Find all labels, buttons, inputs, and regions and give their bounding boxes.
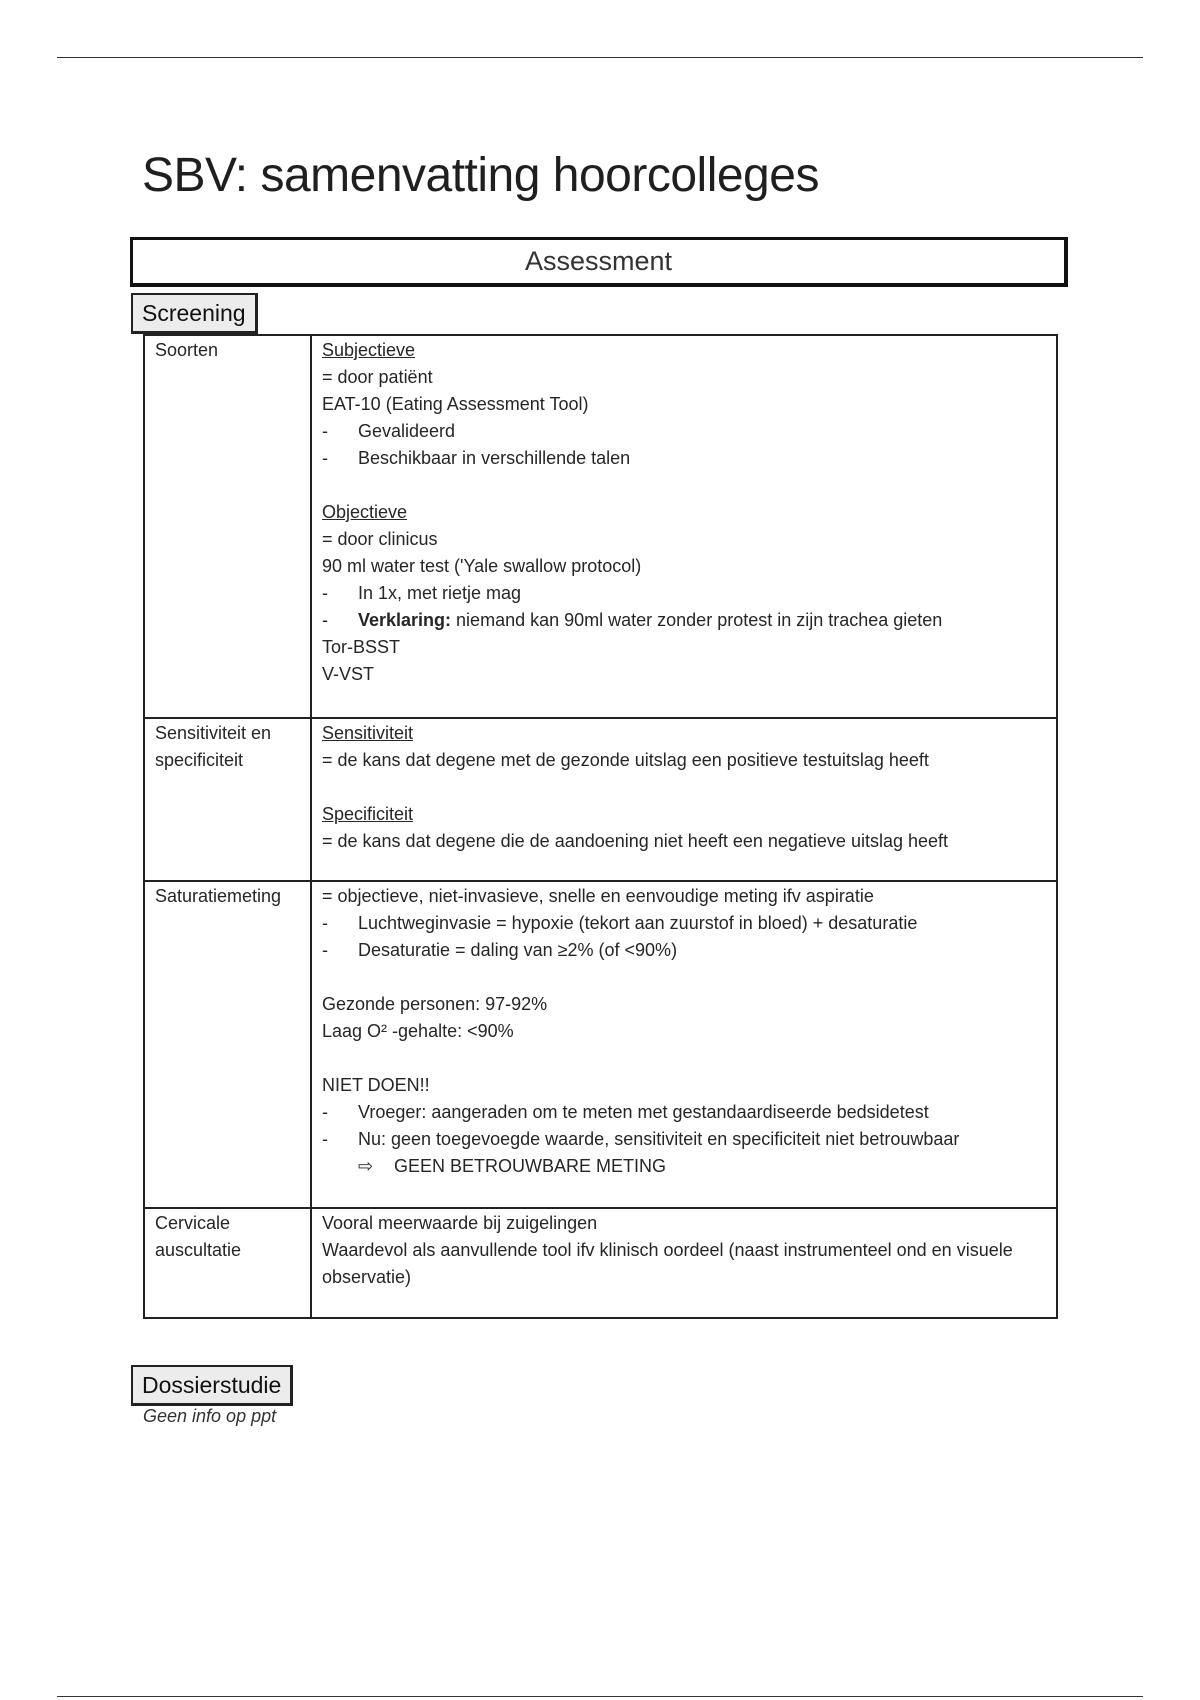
row-label-saturatie: Saturatiemeting bbox=[144, 881, 311, 1208]
table-row-saturatie bbox=[144, 881, 1057, 1208]
subjectieve-definition: = door patiënt bbox=[322, 367, 433, 387]
dossierstudie-label: Dossierstudie bbox=[131, 1365, 293, 1406]
page-title: SBV: samenvatting hoorcolleges bbox=[142, 149, 819, 202]
low-o2: Laag O² -gehalte: <90% bbox=[322, 1021, 514, 1041]
section-header-text: Assessment bbox=[524, 246, 673, 276]
bottom-rule bbox=[57, 1696, 1143, 1697]
v-vst: V-VST bbox=[322, 664, 375, 684]
cervicale-line1: Vooral meerwaarde bij zuigelingen bbox=[322, 1213, 598, 1233]
objectieve-definition: = door clinicus bbox=[322, 529, 438, 549]
row-label-sensitiviteit bbox=[144, 718, 311, 881]
specificiteit-definition: = de kans dat degene die de aandoening niet heeft een negatieve uitslag heeft bbox=[322, 831, 949, 851]
row-content-soorten bbox=[311, 335, 1057, 718]
verklaring-label: Verklaring: bbox=[358, 610, 452, 630]
list-item: - Desaturatie = daling van ≥2% (of <90%) bbox=[322, 937, 1046, 964]
saturatie-definition: = objectieve, niet-invasieve, snelle en eenvoudige meting ifv aspiratie bbox=[322, 886, 874, 906]
dossierstudie-note: Geen info op ppt bbox=[143, 1406, 277, 1426]
objectieve-heading: Objectieve bbox=[322, 502, 408, 522]
top-rule bbox=[57, 57, 1143, 58]
row-label-soorten: Soorten bbox=[144, 335, 311, 718]
row-content-cervicale bbox=[311, 1208, 1057, 1318]
row-label-line: Sensitiviteit en bbox=[155, 723, 272, 743]
list-item: - Beschikbaar in verschillende talen bbox=[322, 445, 1046, 472]
conclusion-text: GEEN BETROUWBARE METING bbox=[394, 1156, 667, 1176]
subjectieve-tool: EAT-10 (Eating Assessment Tool) bbox=[322, 394, 589, 414]
tor-bsst: Tor-BSST bbox=[322, 637, 401, 657]
specificiteit-heading: Specificiteit bbox=[322, 804, 414, 824]
cervicale-line2: Waardevol als aanvullende tool ifv klinisch oordeel (naast instrumenteel ond en visuele observatie) bbox=[322, 1240, 1013, 1287]
list-item: - Nu: geen toegevoegde waarde, sensitiviteit en specificiteit niet betrouwbaar bbox=[322, 1126, 1046, 1153]
list-item-verklaring bbox=[322, 607, 1046, 634]
subjectieve-heading: Subjectieve bbox=[322, 340, 416, 360]
row-label-cervicale bbox=[144, 1208, 311, 1318]
conclusion-line bbox=[322, 1153, 1046, 1180]
row-label-line: Cervicale bbox=[155, 1213, 231, 1233]
verklaring-text: niemand kan 90ml water zonder protest in zijn trachea gieten bbox=[451, 610, 943, 630]
list-item: - Vroeger: aangeraden om te meten met gestandaardiseerde bedsidetest bbox=[322, 1099, 1046, 1126]
table-row-cervicale bbox=[144, 1208, 1057, 1318]
list-item: - Luchtweginvasie = hypoxie (tekort aan zuurstof in bloed) + desaturatie bbox=[322, 910, 1046, 937]
table-row-soorten bbox=[144, 335, 1057, 718]
sensitiviteit-definition: = de kans dat degene met de gezonde uitslag een positieve testuitslag heeft bbox=[322, 750, 929, 770]
screening-label: Screening bbox=[131, 293, 258, 334]
row-label-line: specificiteit bbox=[155, 750, 244, 770]
row-label-line: auscultatie bbox=[155, 1240, 242, 1260]
screening-table bbox=[143, 334, 1058, 1319]
healthy-range: Gezonde personen: 97-92% bbox=[322, 994, 548, 1014]
objectieve-test: 90 ml water test ('Yale swallow protocol) bbox=[322, 556, 642, 576]
niet-doen: NIET DOEN!! bbox=[322, 1075, 430, 1095]
row-content-saturatie bbox=[311, 881, 1057, 1208]
section-header-assessment bbox=[130, 237, 1068, 287]
arrow-right-icon: ⇨ bbox=[358, 1156, 374, 1176]
list-item: - Gevalideerd bbox=[322, 418, 1046, 445]
list-item: - In 1x, met rietje mag bbox=[322, 580, 1046, 607]
sensitiviteit-heading: Sensitiviteit bbox=[322, 723, 414, 743]
row-content-sensitiviteit bbox=[311, 718, 1057, 881]
table-row-sensitiviteit bbox=[144, 718, 1057, 881]
